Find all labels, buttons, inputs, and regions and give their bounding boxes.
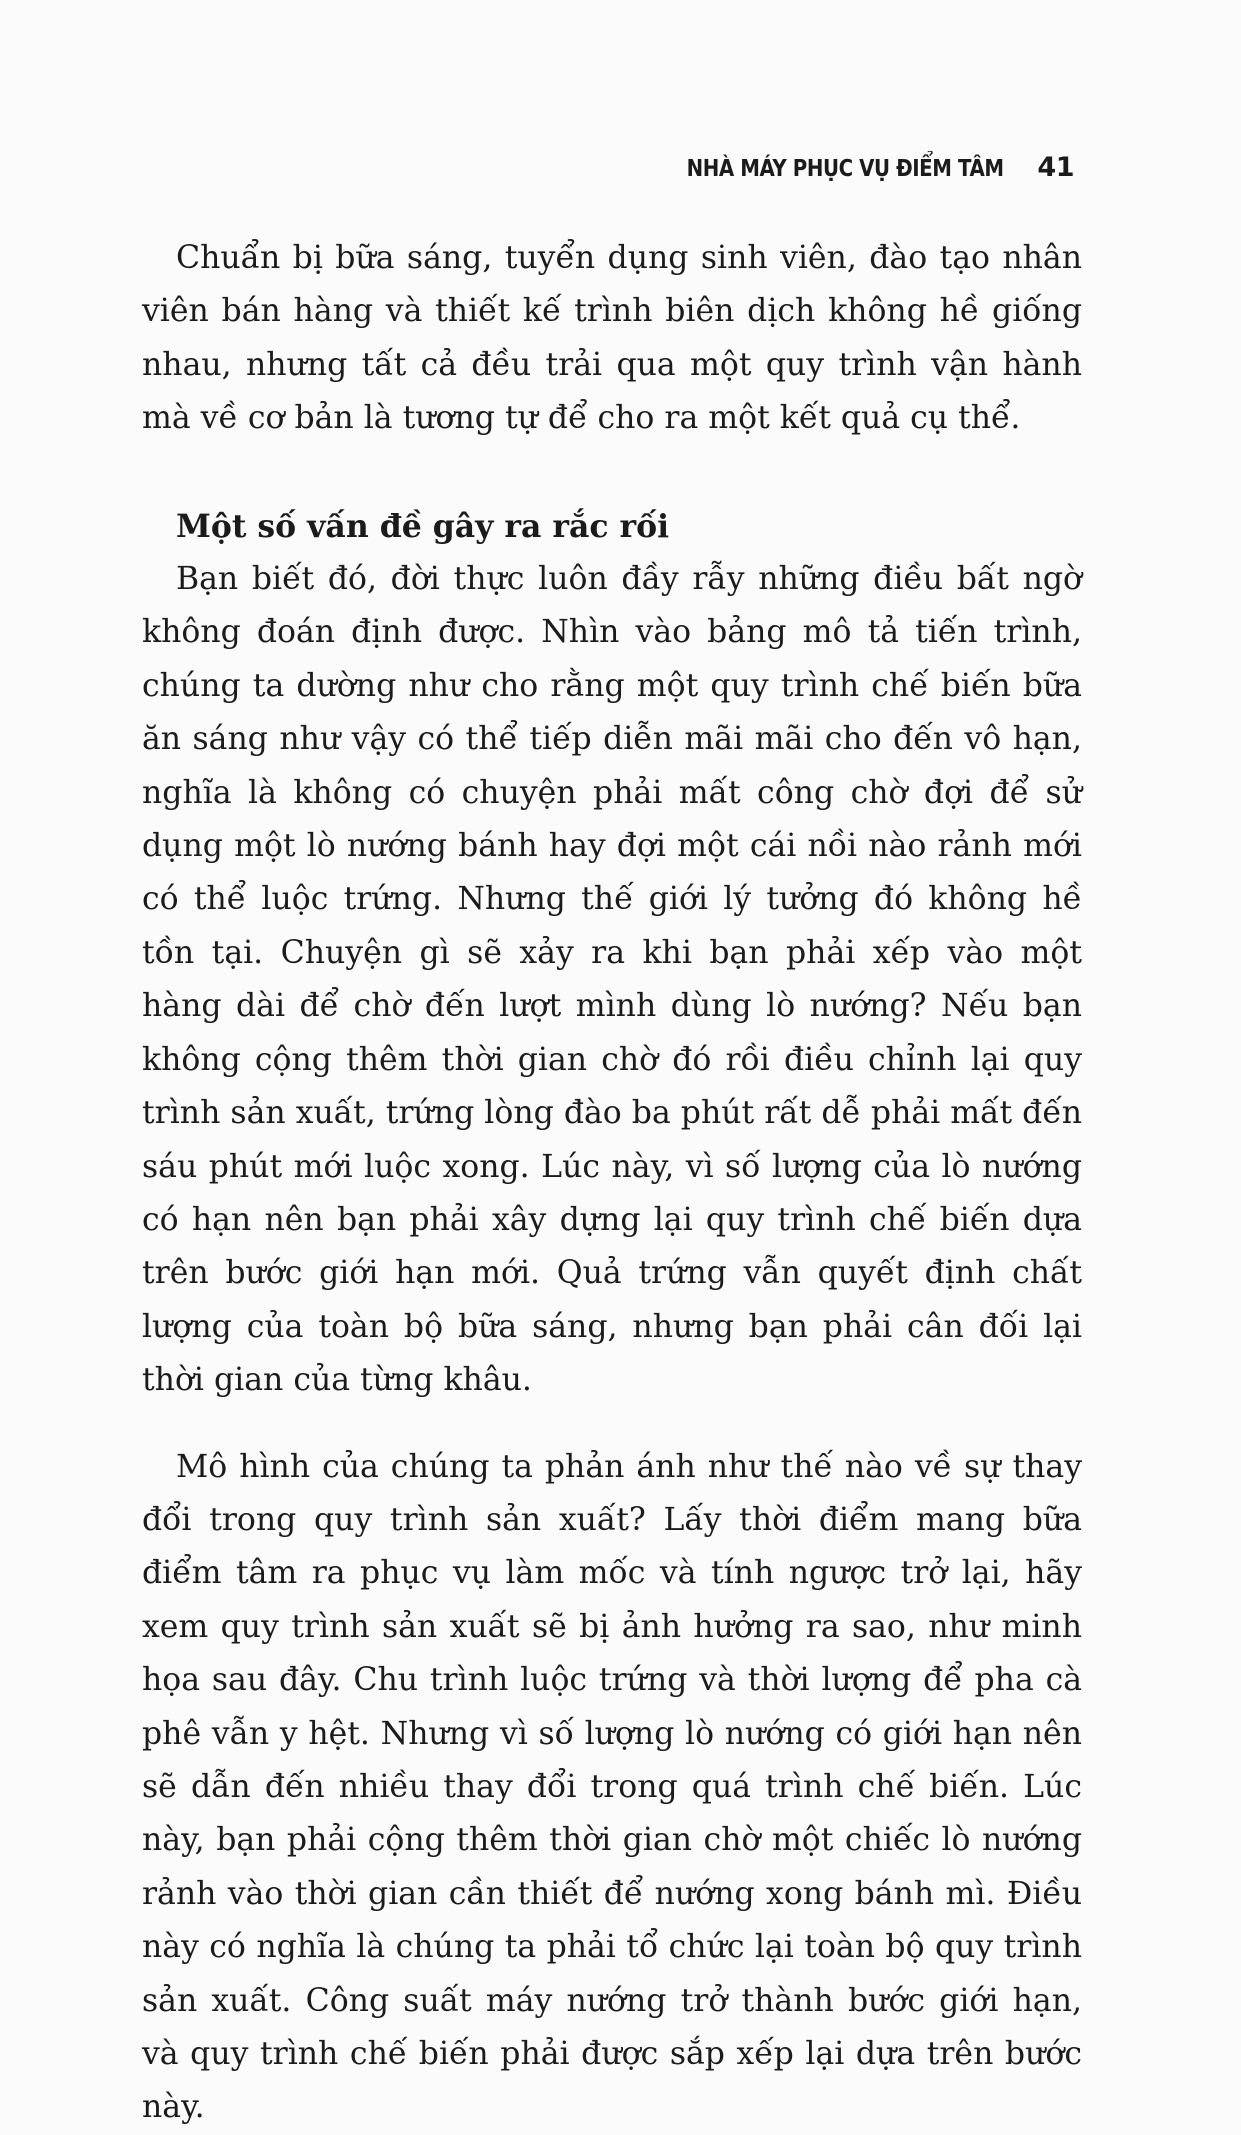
paragraph-spacer [142, 1408, 1082, 1441]
paragraph-problems: Bạn biết đó, đời thực luôn đầy rẫy những điều bất ngờ không đoán định được. Nhìn vào bảng mô tả tiến trình, chúng ta dường như cho rằng một quy trình chế biến bữa ăn sáng như vậy có thể tiếp diễn mãi mãi cho đến vô hạn, nghĩa là không có chuyện phải mất công chờ đợi để sử dụng một lò nướng bánh hay đợi một cái nồi nào rảnh mới có thể luộc trứng. Nhưng thế giới lý tưởng đó không hề tồn tại. Chuyện gì sẽ xảy ra khi bạn phải xếp vào một hàng dài để chờ đến lượt mình dùng lò nướng? Nếu bạn không cộng thêm thời gian chờ đó rồi điều chỉnh lại quy trình sản xuất, trứng lòng đào ba phút rất dễ phải mất đến sáu phút mới luộc xong. Lúc này, vì số lượng của lò nướng có hạn nên bạn phải xây dựng lại quy trình chế biến dựa trên bước giới hạn mới. Quả trứng vẫn quyết định chất lượng của toàn bộ bữa sáng, nhưng bạn phải cân đối lại thời gian của từng khâu. [142, 561, 1082, 1399]
chapter-title: NHÀ MÁY PHỤC VỤ ĐIỂM TÂM [686, 156, 1004, 182]
paragraph-intro: Chuẩn bị bữa sáng, tuyển dụng sinh viên, đào tạo nhân viên bán hàng và thiết kế trình biên dịch không hề giống nhau, nhưng tất cả đều trải qua một quy trình vận hành mà về cơ bản là tương tự để cho ra một kết quả cụ thể. [142, 240, 1082, 437]
paragraph-model: Mô hình của chúng ta phản ánh như thế nào về sự thay đổi trong quy trình sản xuất? Lấy thời điểm mang bữa điểm tâm ra phục vụ làm mốc và tính ngược trở lại, hãy xem quy trình sản xuất sẽ bị ảnh hưởng ra sao, như minh họa sau đây. Chu trình luộc trứng và thời lượng để pha cà phê vẫn y hệt. Nhưng vì số lượng lò nướng có giới hạn nên sẽ dẫn đến nhiều thay đổi trong quá trình chế biến. Lúc này, bạn phải cộng thêm thời gian chờ một chiếc lò nướng rảnh vào thời gian cần thiết để nướng xong bánh mì. Điều này có nghĩa là chúng ta phải tổ chức lại toàn bộ quy trình sản xuất. Công suất máy nướng trở thành bước giới hạn, và quy trình chế biến phải được sắp xếp lại dựa trên bước này. [142, 1448, 1082, 2126]
section-heading: Một số vấn đề gây ra rắc rối [176, 507, 670, 545]
page-number: 41 [1037, 152, 1074, 183]
page-body [142, 232, 1082, 2135]
running-header [635, 152, 1074, 183]
